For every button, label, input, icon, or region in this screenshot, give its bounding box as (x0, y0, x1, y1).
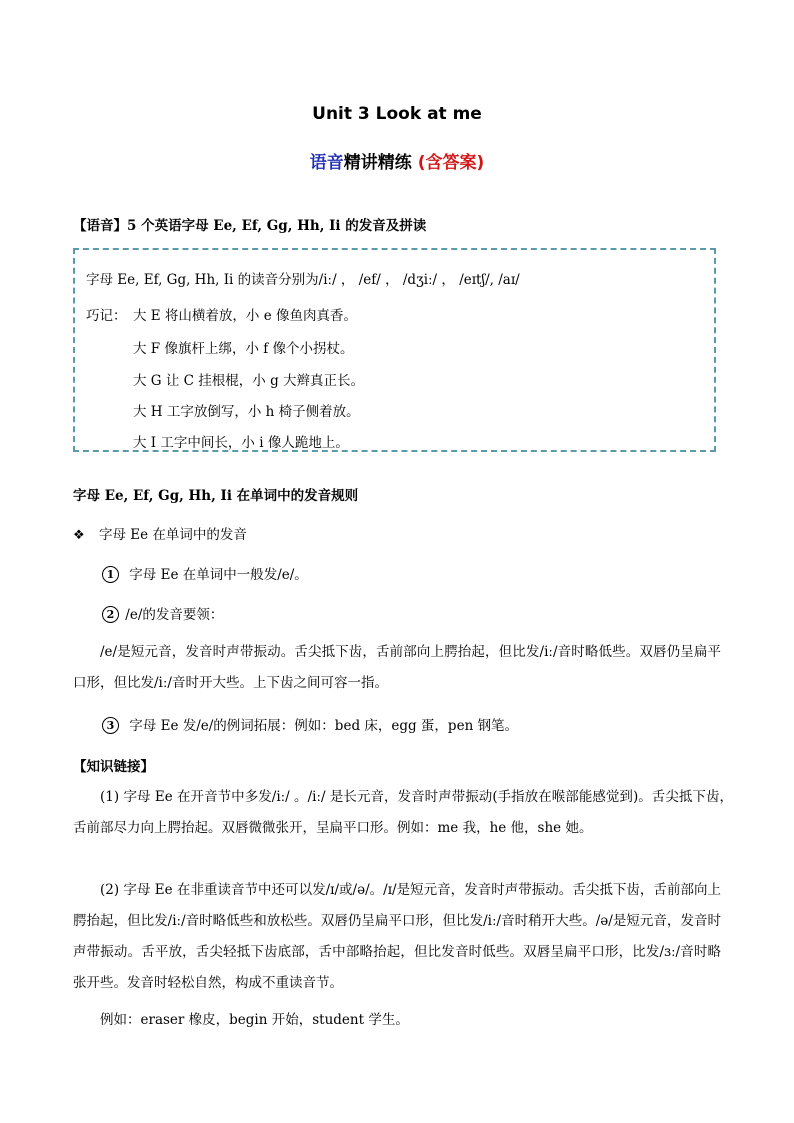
circled-number-2: 2 (102, 606, 119, 623)
item-3 (102, 714, 518, 734)
page-title: Unit 3 Look at me (312, 104, 482, 124)
section-heading-rules: 字母 Ee, Ef, Gg, Hh, Ii 在单词中的发音规则 (73, 488, 359, 504)
item-2-text: /e/的发音要领： (125, 607, 224, 623)
box-pronunciation-line: 字母 Ee, Ef, Gg, Hh, Ii 的读音分别为/iː/ ， /ef/ ， /dʒiː/ ， /eɪtʃ/, /aɪ/ (86, 272, 520, 288)
subtitle-practice: 精讲精练 (343, 153, 412, 173)
item-1 (102, 563, 308, 583)
knowledge-examples: 例如：eraser 橡皮，begin 开始，student 学生。 (100, 1012, 409, 1028)
section-heading-phonics: 【语音】5 个英语字母 Ee, Ef, Gg, Hh, Ii 的发音及拼读 (73, 218, 427, 234)
circled-number-3: 3 (102, 717, 119, 734)
knowledge-paragraph-2: (2) 字母 Ee 在非重读音节中还可以发/ɪ/或/ə/。/ɪ/是短元音，发音时声带振动。舌尖抵下齿，舌前部向上腭抬起，但比发/iː/音时略低些和放松些。双唇仍呈扁平口形，但比发/iː/音时稍开大些。/ə/是短元音，发音时声带振动。舌平放，舌尖轻抵下齿底部，舌中部略抬起，但比发音时低些。双唇呈扁平口形，比发/ɜː/音时略张开些。发音时轻松自然，构成不重读音节。 (73, 882, 721, 991)
box-mnemonic-i: 大 I 工字中间长，小 i 像人跪地上。 (133, 435, 349, 451)
knowledge-paragraph-1: (1) 字母 Ee 在开音节中多发/iː/ 。/iː/ 是长元音，发音时声带振动(手指放在喉部能感觉到)。舌尖抵下齿，舌前部尽力向上腭抬起。双唇微微张开，呈扁平口形。例如：me 我，he 他，she 她。 (73, 789, 733, 836)
knowledge-heading: 【知识链接】 (73, 759, 154, 775)
e-pronunciation-paragraph: /e/是短元音，发音时声带振动。舌尖抵下齿，舌前部向上腭抬起，但比发/iː/音时略低些。双唇仍呈扁平口形，但比发/iː/音时开大些。上下齿之间可容一指。 (73, 644, 721, 691)
box-mnemonic-h: 大 H 工字放倒写，小 h 椅子侧着放。 (133, 404, 360, 420)
subtitle-phonics: 语音 (309, 153, 344, 173)
diamond-bullet-icon: ❖ (73, 528, 85, 543)
item-3-text: 字母 Ee 发/e/的例词拓展：例如：bed 床，egg 蛋，pen 钢笔。 (129, 718, 519, 734)
box-mnemonic-f: 大 F 像旗杆上绑，小 f 像个小拐杖。 (133, 341, 354, 357)
bullet-text: 字母 Ee 在单词中的发音 (98, 527, 247, 543)
item-1-text: 字母 Ee 在单词中一般发/e/。 (129, 567, 308, 583)
page-subtitle (0, 148, 794, 173)
circled-number-1: 1 (102, 566, 119, 583)
box-mnemonic-label: 巧记： (86, 308, 127, 324)
box-mnemonic-g: 大 G 让 C 挂根棍，小 g 大辫真正长。 (133, 373, 365, 389)
box-mnemonic-e: 大 E 将山横着放，小 e 像鱼肉真香。 (133, 308, 358, 324)
item-2 (102, 603, 223, 623)
bullet-line (73, 523, 247, 543)
subtitle-answers: (含答案) (417, 153, 485, 173)
